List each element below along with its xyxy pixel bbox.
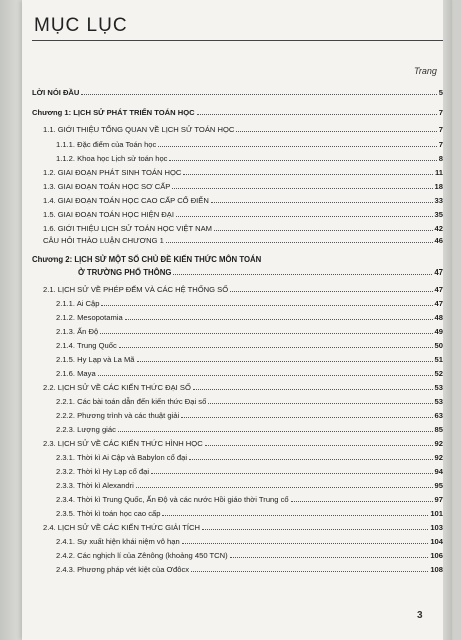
toc-leader-dots [181, 411, 432, 418]
toc-chapter-2-page: 47 [434, 268, 443, 277]
toc-leader-dots [100, 327, 432, 334]
toc-leader-dots [158, 140, 436, 147]
toc-leader-dots [173, 268, 432, 275]
toc-entry-page: 52 [434, 369, 443, 378]
toc-chapter-2-line2: Ở TRƯỜNG PHỔ THÔNG [78, 268, 172, 277]
toc-entry-label: 2.4. LỊCH SỬ VỀ CÁC KIẾN THỨC GIẢI TÍCH [43, 523, 201, 532]
toc-entry-page: 50 [434, 341, 443, 350]
toc-leader-dots [208, 397, 432, 404]
toc-entry [43, 125, 443, 134]
toc-entry-label: 1.1.2. Khoa học Lịch sử toán học [56, 154, 168, 163]
toc-entry-page: 5 [438, 88, 443, 97]
toc-entry-label: 2.2.1. Các bài toán dẫn đến kiến thức Đại số [56, 397, 207, 406]
toc-entry-page: 95 [434, 481, 443, 490]
toc-entry-page: 94 [434, 467, 443, 476]
toc-entry-label: 2.1.4. Trung Quốc [56, 341, 117, 350]
toc-leader-dots [151, 467, 432, 474]
toc-entry [56, 551, 443, 560]
toc-entry [56, 495, 443, 504]
toc-leader-dots [176, 210, 433, 217]
toc-entry [56, 411, 443, 420]
toc-entry [56, 369, 443, 378]
toc-entry-label: 2.3.1. Thời kì Ai Cập và Babylon cổ đại [56, 453, 188, 462]
toc-entry [43, 210, 443, 219]
toc-entry-page: 51 [434, 355, 443, 364]
toc-entry [43, 383, 443, 392]
toc-entry-page: 53 [434, 383, 443, 392]
toc-entry [56, 425, 443, 434]
toc-entry-label: 1.2. GIAI ĐOẠN PHÁT SINH TOÁN HỌC [43, 168, 182, 177]
toc-entry-label: 2.3.5. Thời kì toán học cao cấp [56, 509, 161, 518]
toc-entry-page: 8 [438, 154, 443, 163]
toc-entry-page: 53 [434, 397, 443, 406]
toc-entry-label: 2.4.1. Sự xuất hiện khái niệm vô hạn [56, 537, 180, 546]
toc-entry [43, 196, 443, 205]
toc-entry-label: 1.1.1. Đặc điểm của Toán học [56, 140, 157, 149]
page-right-edge [443, 0, 452, 640]
toc-entry-label: LỜI NÓI ĐẦU [32, 88, 80, 97]
toc-leader-dots [119, 341, 433, 348]
toc-entry-page: 46 [434, 236, 443, 245]
toc-entry-label: 2.1. LỊCH SỬ VỀ PHÉP ĐẾM VÀ CÁC HỆ THỐNG SỐ [43, 285, 229, 294]
toc-entry [56, 565, 443, 574]
toc-entry [56, 299, 443, 308]
toc-entry-label: 2.1.2. Mesopotamia [56, 313, 123, 322]
toc-leader-dots [162, 509, 428, 516]
toc-chapter-2-line1: Chương 2: LỊCH SỬ MỘT SỐ CHỦ ĐỀ KIẾN THỨC MÔN TOÁN [32, 255, 262, 264]
toc-entry [56, 140, 443, 149]
table-of-contents [22, 0, 452, 640]
toc-entry-page: 85 [434, 425, 443, 434]
toc-leader-dots [172, 182, 432, 189]
toc-entry-label: 2.2.2. Phương trình và các thuật giải [56, 411, 180, 420]
toc-leader-dots [197, 108, 437, 115]
toc-entry [56, 154, 443, 163]
toc-entry [56, 481, 443, 490]
toc-entry-label: 1.3. GIAI ĐOẠN TOÁN HỌC SƠ CẤP [43, 182, 171, 191]
toc-entry-label: 2.3. LỊCH SỬ VỀ CÁC KIẾN THỨC HÌNH HỌC [43, 439, 203, 448]
toc-entry-label: 1.6. GIỚI THIỆU LỊCH SỬ TOÁN HỌC VIỆT NAM [43, 224, 212, 233]
toc-entry-page: 106 [430, 551, 443, 560]
toc-leader-dots [101, 299, 432, 306]
toc-entry-label: 2.3.4. Thời kì Trung Quốc, Ấn Độ và các nước Hồi giáo thời Trung cổ [56, 495, 289, 504]
toc-entry [43, 182, 443, 191]
toc-chapter-2-heading [32, 255, 443, 277]
toc-leader-dots [166, 236, 433, 243]
toc-entry-page: 42 [434, 224, 443, 233]
toc-entry [43, 285, 443, 294]
toc-entry-label: Chương 1: LỊCH SỬ PHÁT TRIỂN TOÁN HỌC [32, 108, 195, 117]
toc-entry-page: 7 [438, 140, 443, 149]
toc-entry [56, 509, 443, 518]
toc-leader-dots [183, 168, 433, 175]
toc-entry-label: 2.4.2. Các nghịch lí của Zênông (khoảng 450 TCN) [56, 551, 228, 560]
toc-entry-label: 2.1.6. Maya [56, 369, 96, 378]
toc-entry [43, 224, 443, 233]
toc-entry [32, 88, 443, 97]
toc-entry [56, 313, 443, 322]
toc-entry [43, 439, 443, 448]
toc-leader-dots [236, 125, 436, 132]
toc-entry-page: 11 [434, 168, 443, 177]
toc-entry-page: 49 [434, 327, 443, 336]
toc-entry-page: 97 [434, 495, 443, 504]
toc-leader-dots [189, 453, 432, 460]
toc-leader-dots [182, 537, 429, 544]
toc-entry-page: 103 [430, 523, 443, 532]
toc-entry-label: 2.3.3. Thời kì Alexandri [56, 481, 134, 490]
toc-entry-label: 2.2. LỊCH SỬ VỀ CÁC KIẾN THỨC ĐẠI SỐ [43, 383, 191, 392]
toc-entry-page: 104 [430, 537, 443, 546]
toc-entry-page: 63 [434, 411, 443, 420]
toc-leader-dots [202, 523, 428, 530]
toc-entry-page: 18 [434, 182, 443, 191]
toc-entry-label: 2.2.3. Lượng giác [56, 425, 116, 434]
toc-entry-page: 33 [434, 196, 443, 205]
toc-leader-dots [205, 439, 433, 446]
toc-leader-dots [191, 565, 428, 572]
book-page [22, 0, 452, 640]
toc-leader-dots [125, 313, 433, 320]
toc-entry-label: 2.3.2. Thời kì Hy Lạp cổ đại [56, 467, 150, 476]
toc-leader-dots [230, 285, 432, 292]
toc-entry-page: 47 [434, 285, 443, 294]
toc-entry-label: 2.1.1. Ai Cập [56, 299, 100, 308]
toc-entry [43, 523, 443, 532]
toc-entry-label: 1.1. GIỚI THIỆU TỔNG QUAN VỀ LỊCH SỬ TOÁN HỌC [43, 125, 235, 134]
toc-entry-label: 2.4.3. Phương pháp vét kiệt của Ơđôcx [56, 565, 190, 574]
toc-leader-dots [137, 355, 433, 362]
toc-entry-page: 35 [434, 210, 443, 219]
toc-entry-label: CÂU HỎI THẢO LUẬN CHƯƠNG 1 [43, 236, 164, 245]
toc-entry-page: 92 [434, 453, 443, 462]
toc-entry [56, 537, 443, 546]
toc-entry [56, 341, 443, 350]
toc-entry [56, 453, 443, 462]
toc-entry [32, 108, 443, 117]
toc-entry-page: 101 [430, 509, 443, 518]
toc-leader-dots [230, 551, 429, 558]
toc-leader-dots [169, 154, 436, 161]
toc-entry [43, 236, 443, 245]
toc-entry-page: 48 [434, 313, 443, 322]
toc-entry [56, 467, 443, 476]
toc-leader-dots [81, 88, 436, 95]
toc-entry-label: 1.5. GIAI ĐOẠN TOÁN HỌC HIỆN ĐẠI [43, 210, 174, 219]
toc-leader-dots [98, 369, 433, 376]
toc-entry-page: 47 [434, 299, 443, 308]
toc-leader-dots [214, 224, 433, 231]
toc-entry [43, 168, 443, 177]
toc-leader-dots [211, 196, 433, 203]
page-column-header: Trang [414, 66, 437, 76]
page-title: MỤC LỤC [34, 15, 128, 36]
toc-entry-label: 2.1.3. Ấn Độ [56, 327, 99, 336]
toc-leader-dots [291, 495, 433, 502]
toc-entry [56, 355, 443, 364]
toc-entry [56, 327, 443, 336]
toc-entry-page: 7 [438, 125, 443, 134]
page-number: 3 [417, 610, 423, 621]
toc-entry-label: 1.4. GIAI ĐOẠN TOÁN HỌC CAO CẤP CỔ ĐIỂN [43, 196, 209, 205]
toc-leader-dots [136, 481, 433, 488]
toc-entry-page: 7 [438, 108, 443, 117]
toc-leader-dots [193, 383, 433, 390]
book-spine-edge [0, 0, 22, 640]
toc-chapter-2-line2-row [78, 268, 443, 277]
toc-entry-page: 92 [434, 439, 443, 448]
toc-leader-dots [118, 425, 433, 432]
toc-entry [56, 397, 443, 406]
toc-entry-label: 2.1.5. Hy Lạp và La Mã [56, 355, 135, 364]
toc-entry-page: 108 [430, 565, 443, 574]
